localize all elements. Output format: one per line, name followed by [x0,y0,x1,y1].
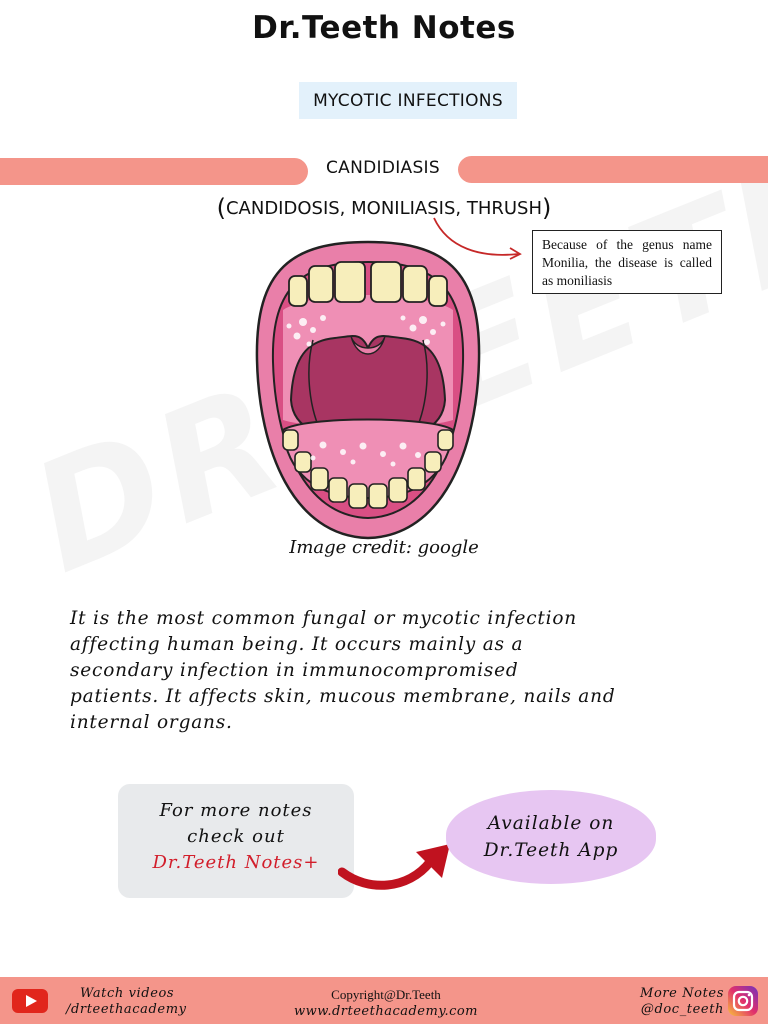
footer-instagram-handle: @doc_teeth [640,1002,724,1017]
description-paragraph [70,606,710,736]
footer-right-text[interactable] [620,986,724,1018]
footer-center-text [270,986,502,1020]
footer-youtube-handle: /drteethacademy [66,1002,187,1017]
topic-badge [299,82,517,119]
youtube-icon[interactable] [12,989,48,1013]
close-paren: ) [542,194,552,222]
image-credit: Image credit: google [289,537,479,558]
instagram-icon[interactable] [728,986,758,1016]
note-box: Because of the genus name Monilia, the disease is called as moniliasis [532,230,722,294]
section-title: CANDIDIASIS [326,158,440,178]
curved-arrow-icon [338,832,458,902]
description-line: secondary infection in immunocompromised [70,660,519,681]
synonyms-line [0,194,768,222]
app-bubble-line-2: Dr.Teeth App [483,840,619,861]
footer-left-text[interactable] [66,986,206,1018]
description-line: patients. It affects skin, mucous membrane, nails and [70,686,616,707]
promo-line-1: For more notes [159,800,313,821]
section-band-right [458,156,768,183]
app-availability-bubble[interactable] [446,790,656,884]
candidiasis-mouth-illustration [253,240,483,540]
synonyms-text: CANDIDOSIS, MONILIASIS, THRUSH [225,198,543,219]
footer-bar [0,977,768,1024]
footer-website-link[interactable]: www.drteethacademy.com [293,1004,479,1019]
promo-highlight-link[interactable]: Dr.Teeth Notes+ [152,852,320,873]
open-paren: ( [216,194,226,222]
app-bubble-line-1: Available on [487,813,615,834]
description-line: It is the most common fungal or mycotic infection [70,608,577,629]
footer-more-notes: More Notes [640,986,724,1001]
footer-copyright: Copyright@Dr.Teeth [331,987,441,1002]
promo-line-2: check out [187,826,285,847]
promo-box[interactable] [118,784,354,898]
footer-watch-videos: Watch videos [80,986,175,1001]
topic-label: MYCOTIC INFECTIONS [313,90,503,111]
page-title: Dr.Teeth Notes [252,10,516,46]
description-line: internal organs. [70,712,233,733]
description-line: affecting human being. It occurs mainly as a [70,634,524,655]
section-band-left [0,158,308,185]
